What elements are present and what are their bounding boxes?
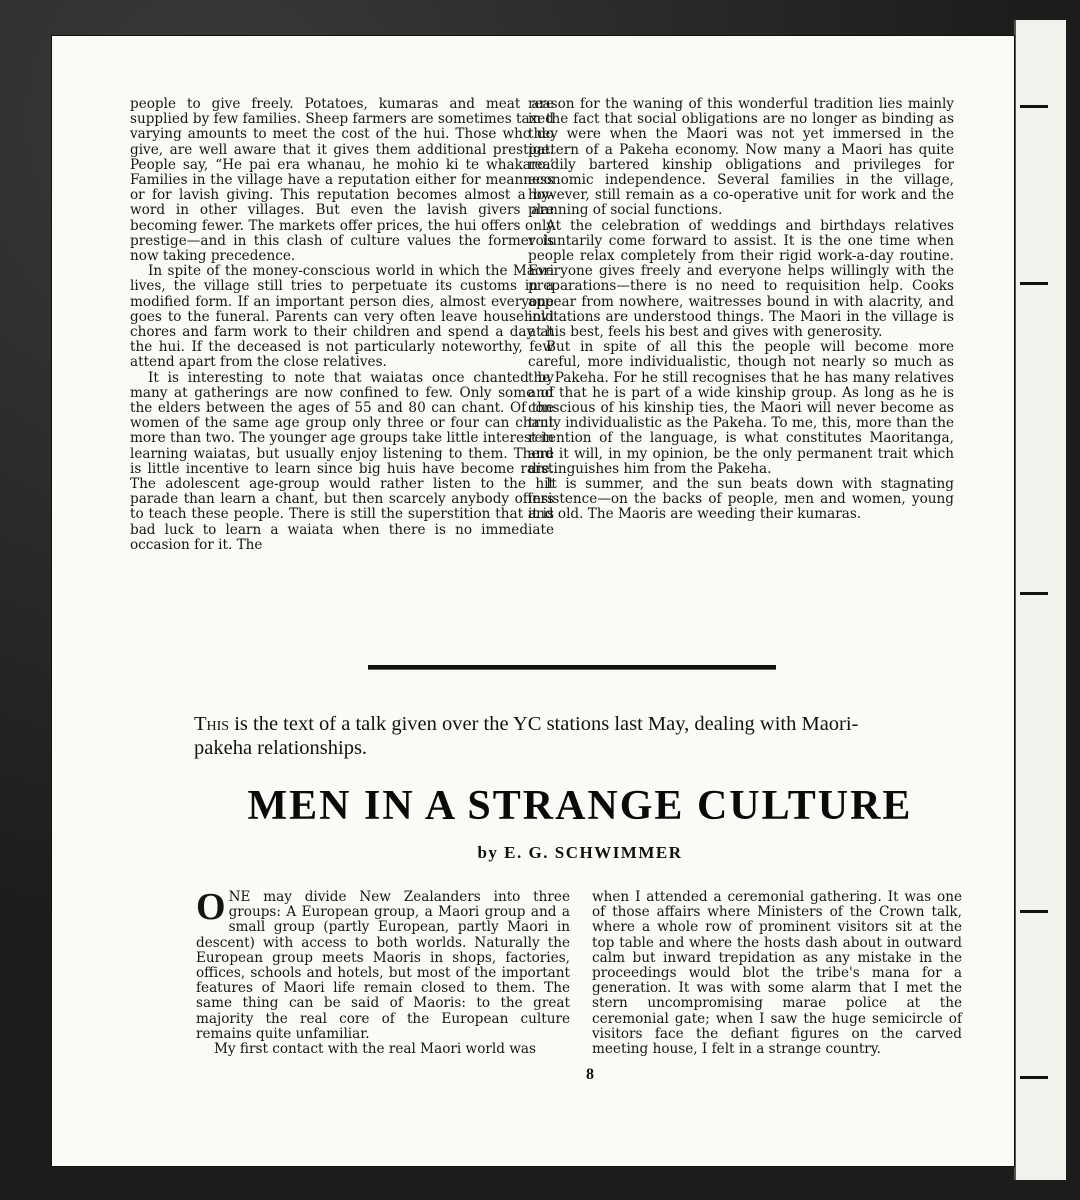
paragraph: people to give freely. Potatoes, kumaras and meat are supplied by few families. Sheep farmers are sometimes taxed varying amounts to meet the cost of the hui. Those who do give, are well aware that it gives them additional prestige. People say, “He pai era whanau, he mohio ki te whakaro.’ Families in the village have a reputation either for meanness or for lavish giving. This reputation becomes almost a by-word in other villages. But even the lavish givers are becoming fewer. The markets offer prices, the hui offers only prestige—and in this clash of culture values the former is now taking precedence.: [130, 96, 554, 265]
section-divider: [368, 665, 776, 670]
edge-mark: [1020, 910, 1048, 913]
edge-mark: [1020, 1076, 1048, 1079]
intro-text: is the text of a talk given over the YC stations last May, dealing with Maori-pakeha relationships.: [194, 713, 859, 759]
paragraph: It is summer, and the sun beats down with stagnating insistence—on the backs of people, men and women, young and old. The Maoris are weeding their kumaras.: [528, 476, 954, 523]
paragraph: In spite of the money-conscious world in which the Maori lives, the village still tries to perpetuate its customs in a modified form. If an important person dies, almost everyone goes to the funeral. Parents can very often leave household chores and farm work to their children and spend a day at the hui. If the deceased is not particularly noteworthy, few attend apart from the close relatives.: [130, 263, 554, 371]
paragraph: But in spite of all this the people will become more careful, more individualistic, though not nearly so much as the Pakeha. For he still recognises that he has many relatives and that he is part of a wide kinship group. As long as he is conscious of his kinship ties, the Maori will never become as truly individualistic as the Pakeha. To me, this, more than the retention of the language, is what constitutes Maoritanga, and it will, in my opinion, be the only permanent trait which distinguishes him from the Pakeha.: [528, 339, 954, 477]
page-number: 8: [586, 1066, 594, 1083]
bottom-right-column: [592, 890, 962, 1057]
article-title: MEN IN A STRANGE CULTURE: [247, 783, 913, 829]
paragraph: It is interesting to note that waiatas once chanted by many at gatherings are now confined to few. Only some of the elders between the ages of 55 and 80 can chant. Of the women of the same age group only three or four can chant more than two. The younger age groups take little interest in learning waiatas, but usually enjoy listening to them. There is little incentive to learn since big huis have become rare. The adolescent age-group would rather listen to the hit parade than learn a chant, but then scarcely anybody offers to teach these people. There is still the superstition that it is bad luck to learn a waiata when there is no immediate occasion for it. The: [130, 369, 554, 553]
bottom-left-column: [196, 886, 570, 1058]
paragraph: My first contact with the real Maori world was: [214, 1041, 536, 1058]
adjacent-page-edge: [1014, 20, 1066, 1180]
paragraph-text: NE may divide New Zealanders into three groups: A European group, a Maori group and a small group (partly European, partly Maori in descent) with access to both worlds. Naturally the European group meets Maoris in shops, factories, offices, schools and hotels, but most of the important features of Maori life remain closed to them. The same thing can be said of Maoris: to the great majority the real core of the European culture remains quite unfamiliar.: [196, 889, 570, 1042]
top-right-column: [528, 97, 954, 523]
top-left-column: [130, 97, 554, 553]
edge-mark: [1020, 592, 1048, 595]
article-intro: [194, 712, 894, 760]
paragraph: reason for the waning of this wonderful tradition lies mainly in the fact that social obligations are no longer as binding as they were when the Maori was not yet immersed in the pattern of a Pakeha economy. Now many a Maori has quite readily bartered kinship obligations and privileges for economic independence. Several families in the village, however, still remain as a co-operative unit for work and the planning of social functions.: [528, 96, 954, 219]
paragraph: when I attended a ceremonial gathering. It was one of those affairs where Ministers of the Crown talk, where a whole row of prominent visitors sit at the top table and where the hosts dash about in outward calm but inward trepidation as any mistake in the proceedings would blot the tribe's mana for a generation. It was with some alarm that I met the stern uncompromising marae police at the ceremonial gate; when I saw the huge semicircle of visitors face the defiant figures on the carved meeting house, I felt in a strange country.: [592, 889, 962, 1058]
edge-mark: [1020, 105, 1048, 108]
intro-lead-word: This: [194, 713, 230, 735]
drop-cap: O: [196, 886, 226, 928]
paragraph: [196, 886, 570, 1042]
article-byline: by E. G. SCHWIMMER: [477, 843, 683, 862]
paragraph: At the celebration of weddings and birthdays relatives voluntarily come forward to assist. It is the one time when people relax completely from their rigid work-a-day routine. Everyone gives freely and everyone helps willingly with the preparations—there is no need to requisition help. Cooks appear from nowhere, waitresses bound in with alacrity, and invitations are understood things. The Maori in the village is at his best, feels his best and gives with generosity.: [528, 217, 954, 341]
edge-mark: [1020, 282, 1048, 285]
